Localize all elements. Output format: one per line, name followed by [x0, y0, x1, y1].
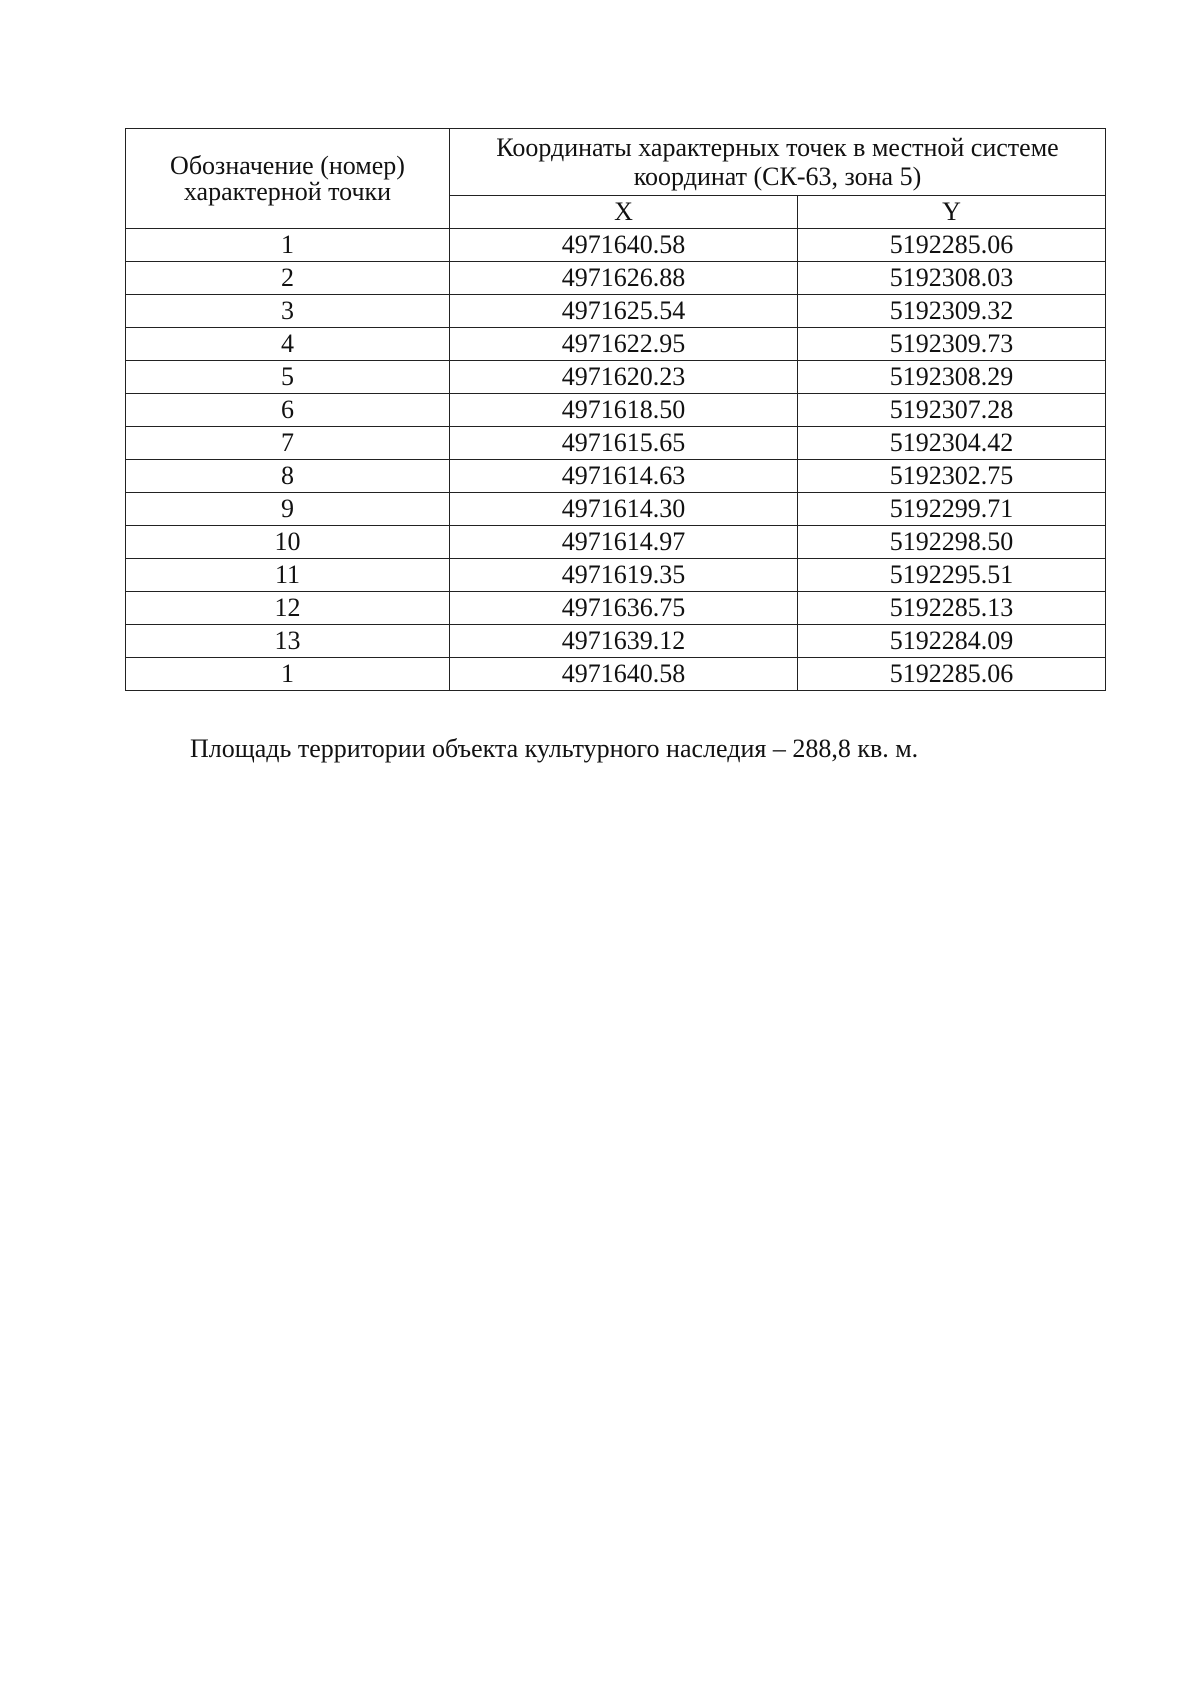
- y-coordinate-cell: 5192285.06: [798, 658, 1106, 691]
- point-number-cell: 9: [126, 493, 450, 526]
- x-coordinate-cell: 4971640.58: [450, 229, 798, 262]
- header-x: X: [450, 196, 798, 229]
- coordinates-table: [125, 128, 1106, 691]
- x-coordinate-cell: 4971619.35: [450, 559, 798, 592]
- point-number-cell: 8: [126, 460, 450, 493]
- table-row: [126, 658, 1106, 691]
- y-coordinate-cell: 5192308.03: [798, 262, 1106, 295]
- point-number-cell: 13: [126, 625, 450, 658]
- table-row: [126, 592, 1106, 625]
- header-coordinates: Координаты характерных точек в местной системе координат (СК-63, зона 5): [450, 129, 1106, 196]
- y-coordinate-cell: 5192285.13: [798, 592, 1106, 625]
- x-coordinate-cell: 4971620.23: [450, 361, 798, 394]
- x-coordinate-cell: 4971636.75: [450, 592, 798, 625]
- header-point-number: Обозначение (номер) характерной точки: [126, 129, 450, 229]
- point-number-cell: 5: [126, 361, 450, 394]
- y-coordinate-cell: 5192295.51: [798, 559, 1106, 592]
- point-number-cell: 10: [126, 526, 450, 559]
- x-coordinate-cell: 4971622.95: [450, 328, 798, 361]
- x-coordinate-cell: 4971625.54: [450, 295, 798, 328]
- y-coordinate-cell: 5192309.32: [798, 295, 1106, 328]
- table-row: [126, 625, 1106, 658]
- x-coordinate-cell: 4971626.88: [450, 262, 798, 295]
- y-coordinate-cell: 5192307.28: [798, 394, 1106, 427]
- table-row: [126, 493, 1106, 526]
- table-row: [126, 361, 1106, 394]
- point-number-cell: 1: [126, 658, 450, 691]
- point-number-cell: 4: [126, 328, 450, 361]
- point-number-cell: 2: [126, 262, 450, 295]
- table-row: [126, 229, 1106, 262]
- table-row: [126, 526, 1106, 559]
- point-number-cell: 11: [126, 559, 450, 592]
- x-coordinate-cell: 4971614.97: [450, 526, 798, 559]
- y-coordinate-cell: 5192308.29: [798, 361, 1106, 394]
- table-row: [126, 328, 1106, 361]
- table-header: [126, 129, 1106, 229]
- header-y: Y: [798, 196, 1106, 229]
- table-row: [126, 394, 1106, 427]
- x-coordinate-cell: 4971639.12: [450, 625, 798, 658]
- table-row: [126, 427, 1106, 460]
- y-coordinate-cell: 5192298.50: [798, 526, 1106, 559]
- y-coordinate-cell: 5192285.06: [798, 229, 1106, 262]
- y-coordinate-cell: 5192304.42: [798, 427, 1106, 460]
- x-coordinate-cell: 4971614.63: [450, 460, 798, 493]
- table-row: [126, 460, 1106, 493]
- x-coordinate-cell: 4971618.50: [450, 394, 798, 427]
- table-row: [126, 262, 1106, 295]
- table-body: [126, 229, 1106, 691]
- x-coordinate-cell: 4971614.30: [450, 493, 798, 526]
- x-coordinate-cell: 4971615.65: [450, 427, 798, 460]
- point-number-cell: 3: [126, 295, 450, 328]
- x-coordinate-cell: 4971640.58: [450, 658, 798, 691]
- area-note: Площадь территории объекта культурного наследия – 288,8 кв. м.: [190, 734, 919, 763]
- table-row: [126, 559, 1106, 592]
- y-coordinate-cell: 5192284.09: [798, 625, 1106, 658]
- table-row: [126, 295, 1106, 328]
- y-coordinate-cell: 5192302.75: [798, 460, 1106, 493]
- point-number-cell: 6: [126, 394, 450, 427]
- y-coordinate-cell: 5192309.73: [798, 328, 1106, 361]
- y-coordinate-cell: 5192299.71: [798, 493, 1106, 526]
- point-number-cell: 12: [126, 592, 450, 625]
- point-number-cell: 1: [126, 229, 450, 262]
- point-number-cell: 7: [126, 427, 450, 460]
